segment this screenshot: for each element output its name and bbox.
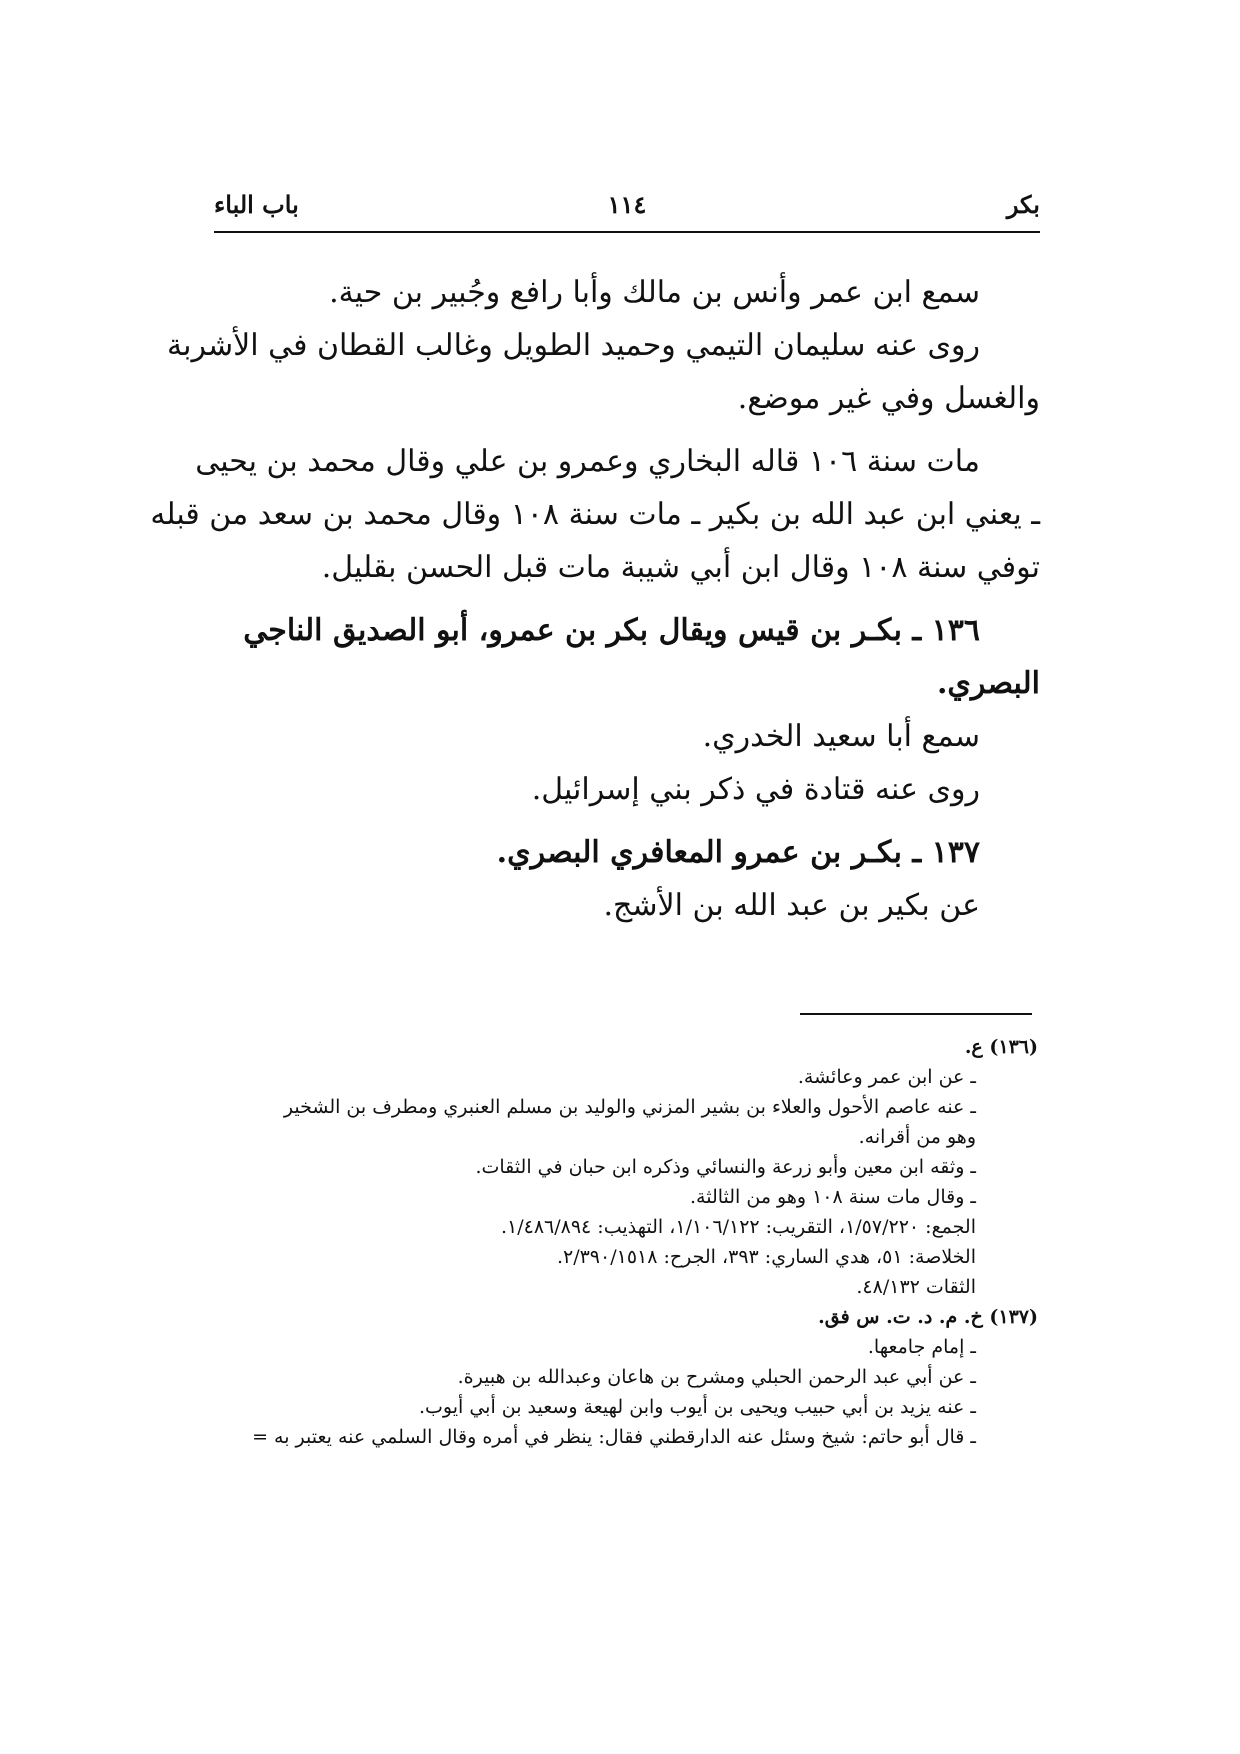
body-line: مات سنة ١٠٦ قاله البخاري وعمرو بن علي وقال محمد بن يحيى — [195, 444, 980, 479]
page-number: ١١٤ — [607, 190, 647, 219]
entry-heading-137: ١٣٧ ـ بكـر بن عمرو المعافري البصري. — [496, 835, 980, 870]
footnotes — [214, 1032, 1038, 1452]
footnote-line: ـ عن أبي عبد الرحمن الحبلي ومشرح بن هاعان وعبدالله بن هبيرة. — [457, 1366, 976, 1388]
header-chapter-title: باب الباء — [214, 190, 299, 219]
footnote-line: ـ إمام جامعها. — [867, 1336, 976, 1358]
page-header — [214, 190, 1040, 230]
footnote-line: الجمع: ١/٥٧/٢٢٠، التقريب: ١/١٠٦/١٢٢، التهذيب: ١/٤٨٦/٨٩٤. — [500, 1216, 976, 1238]
footnote-divider — [800, 1013, 1032, 1015]
footnote-line: الخلاصة: ٥١، هدي الساري: ٣٩٣، الجرح: ٢/٣٩٠/١٥١٨. — [556, 1246, 976, 1268]
body-line: سمع أبا سعيد الخدري. — [702, 719, 980, 754]
footnote-line: ـ عنه عاصم الأحول والعلاء بن بشير المزني والوليد بن مسلم العنبري ومطرف بن الشخير — [283, 1096, 976, 1118]
header-chapter-entry: بكر — [1006, 190, 1040, 219]
footnote-line: (١٣٧) خ. م. د. ت. س فق. — [818, 1306, 1038, 1328]
header-divider — [214, 231, 1040, 233]
footnote-line: ـ عنه يزيد بن أبي حبيب ويحيى بن أيوب وابن لهيعة وسعيد بن أبي أيوب. — [418, 1396, 976, 1418]
body-line: والغسل وفي غير موضع. — [737, 381, 1040, 416]
footnote-line: ـ وثقه ابن معين وأبو زرعة والنسائي وذكره ابن حبان في الثقات. — [475, 1156, 976, 1178]
body-line: روى عنه سليمان التيمي وحميد الطويل وغالب القطان في الأشربة — [167, 328, 980, 363]
entry-heading-136: ١٣٦ ـ بكـر بن قيس ويقال بكر بن عمرو، أبو الصديق الناجي — [243, 613, 980, 648]
footnote-line: ـ عن ابن عمر وعائشة. — [797, 1066, 976, 1088]
body-line: عن بكير بن عبد الله بن الأشج. — [603, 888, 980, 923]
footnote-line: الثقات ٤٨/١٣٢. — [856, 1276, 976, 1298]
footnote-line: ـ وقال مات سنة ١٠٨ وهو من الثالثة. — [689, 1186, 976, 1208]
body-line: توفي سنة ١٠٨ وقال ابن أبي شيبة مات قبل الحسن بقليل. — [321, 550, 1040, 585]
body-line: ـ يعني ابن عبد الله بن بكير ـ مات سنة ١٠٨ وقال محمد بن سعد من قبله — [150, 497, 1040, 532]
body-line: البصري. — [936, 666, 1040, 701]
body-line: روى عنه قتادة في ذكر بني إسرائيل. — [531, 772, 980, 807]
body-line: سمع ابن عمر وأنس بن مالك وأبا رافع وجُبير بن حية. — [329, 275, 980, 310]
footnote-line: (١٣٦) ع. — [964, 1036, 1038, 1058]
footnote-line: وهو من أقرانه. — [858, 1126, 976, 1148]
footnote-line: ـ قال أبو حاتم: شيخ وسئل عنه الدارقطني فقال: ينظر في أمره وقال السلمي عنه يعتبر به = — [252, 1426, 976, 1448]
main-text — [150, 266, 1040, 932]
